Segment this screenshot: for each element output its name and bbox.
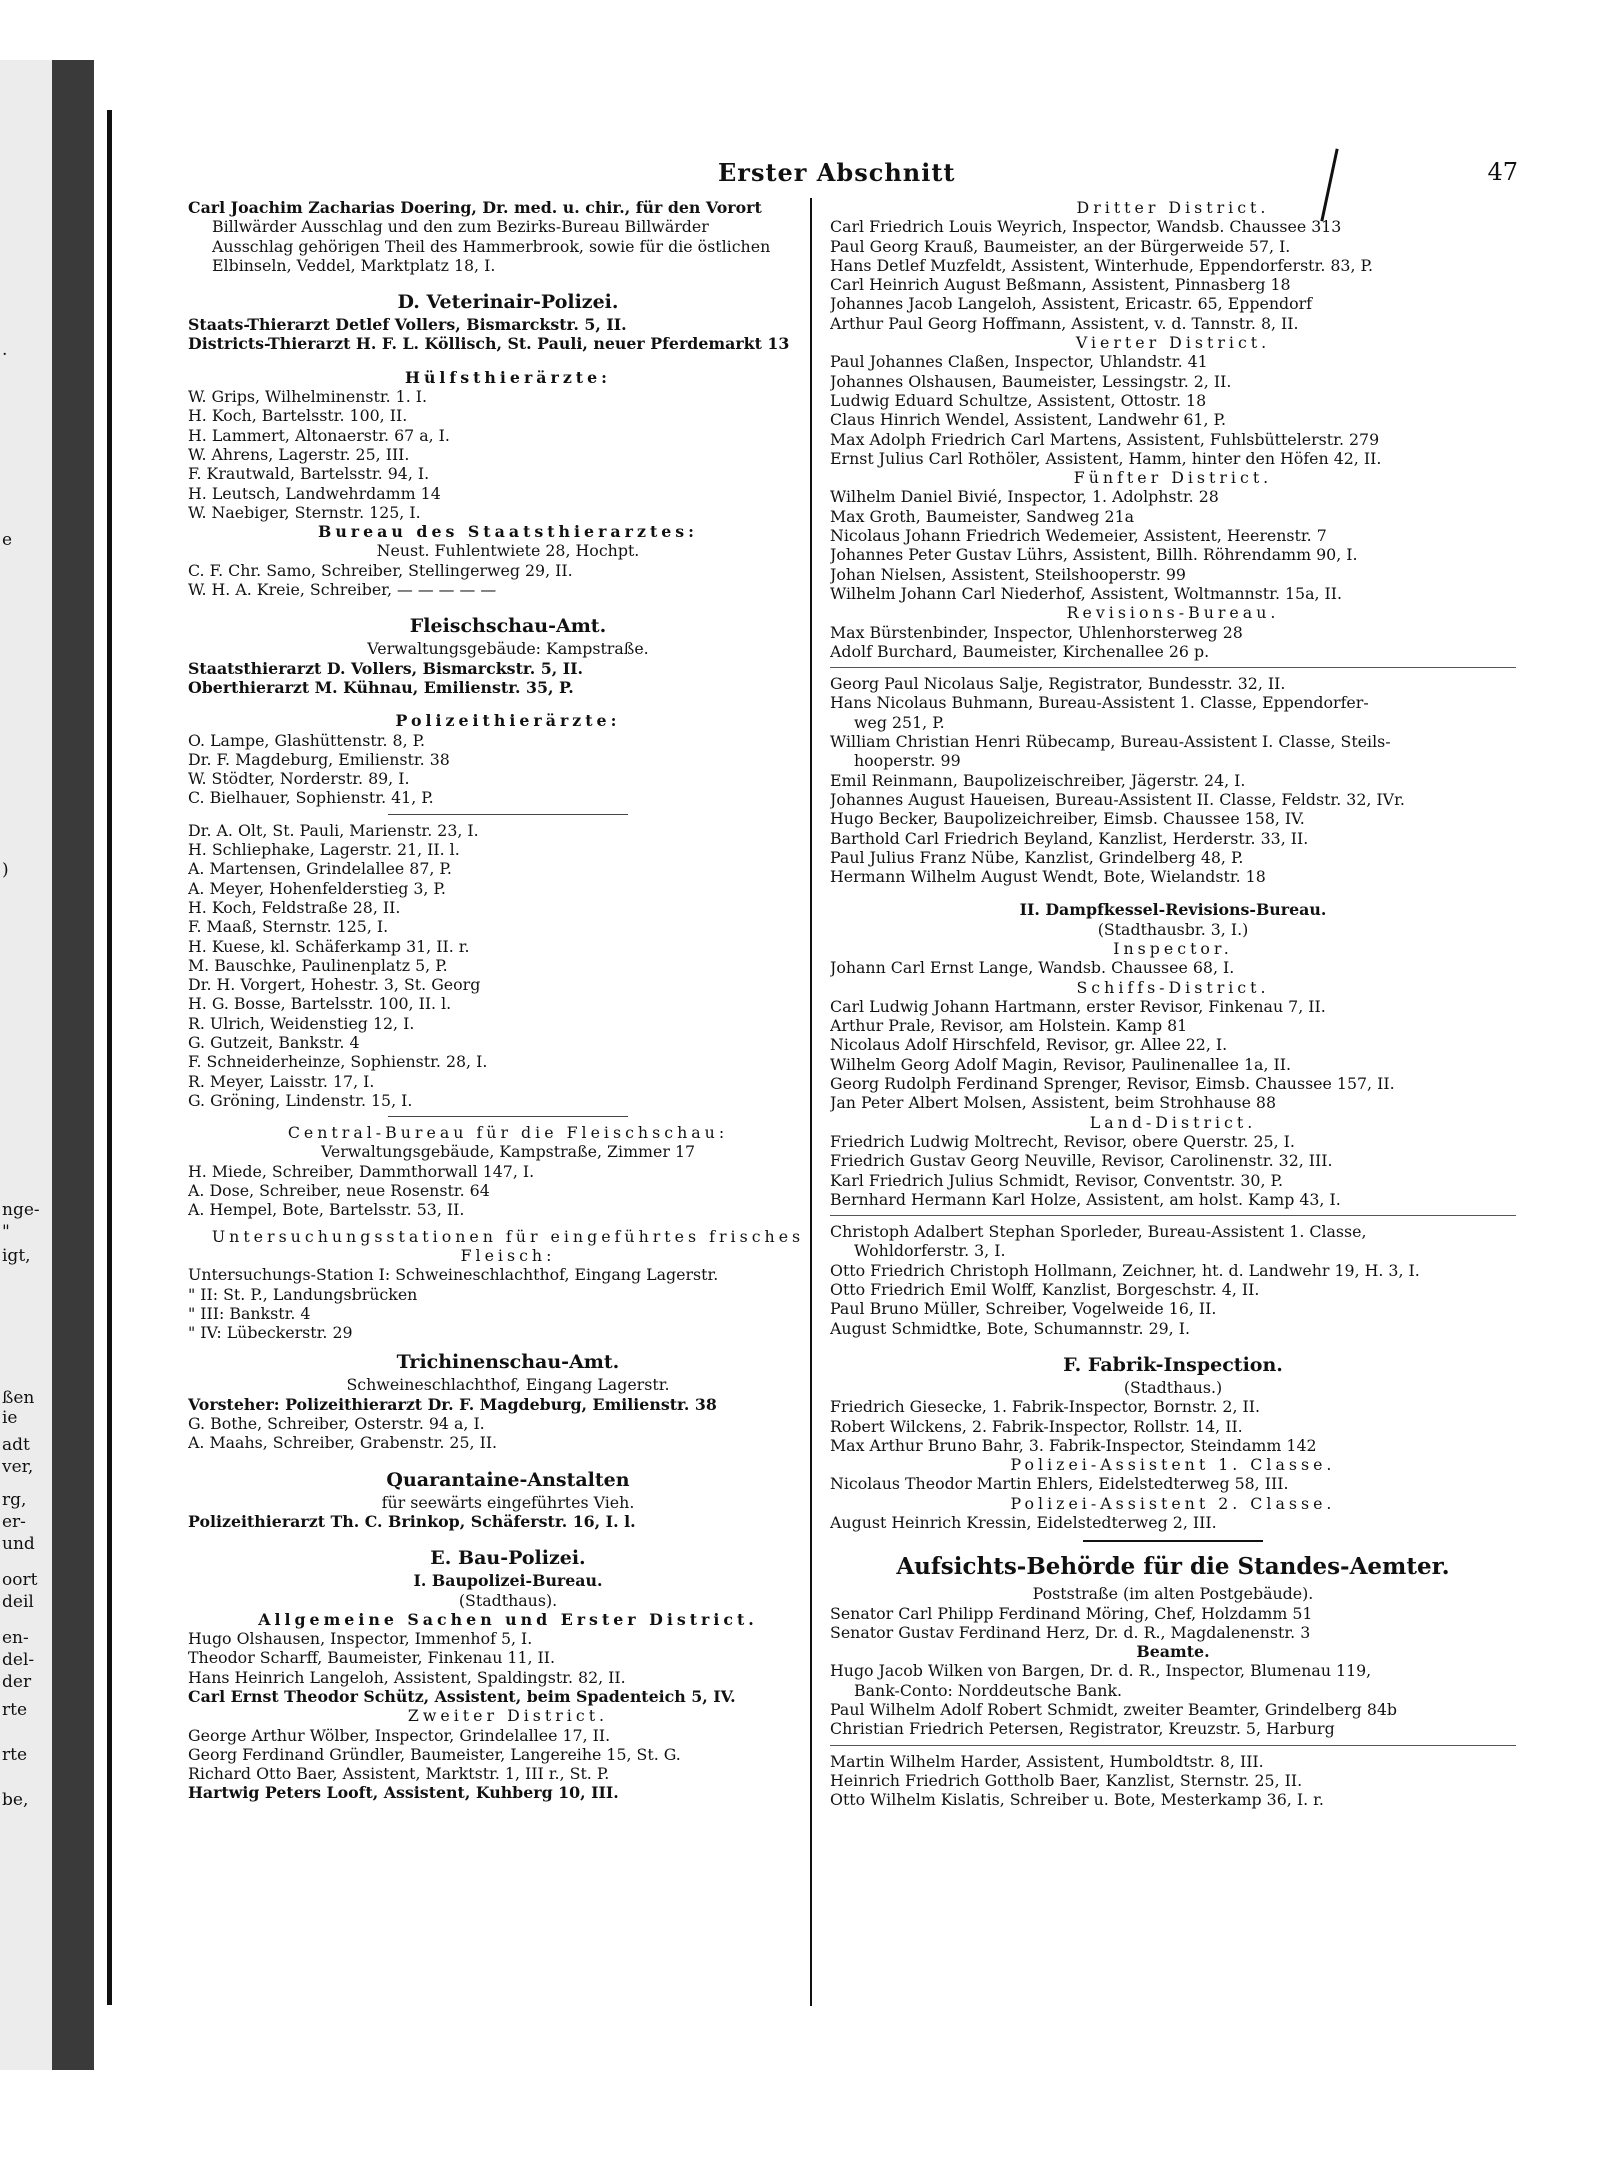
left-column-line: Staatsthierarzt D. Vollers, Bismarckstr. 5, II.	[188, 658, 584, 678]
page-edge-rule	[107, 110, 112, 2005]
spacer	[188, 599, 828, 613]
left-column-line: F. Krautwald, Bartelsstr. 94, I.	[188, 464, 430, 484]
right-column-line: Polizei-Assistent 2. Classe.	[1010, 1493, 1336, 1513]
right-column-line: Beamte.	[1136, 1642, 1210, 1662]
left-column-line: Central-Bureau für die Fleischschau:	[287, 1123, 729, 1143]
left-column-line: Georg Ferdinand Gründler, Baumeister, Langereihe 15, St. G.	[188, 1744, 681, 1764]
right-column-line: Friedrich Ludwig Moltrecht, Revisor, obere Querstr. 25, I.	[830, 1131, 1295, 1151]
left-column-line: H. Kuese, kl. Schäferkamp 31, II. r.	[188, 936, 470, 956]
right-column-line: Nicolaus Adolf Hirschfeld, Revisor, gr. Allee 22, I.	[830, 1035, 1228, 1055]
right-column-line: Schiffs-District.	[1076, 977, 1270, 997]
right-column-line: Polizei-Assistent 1. Classe.	[1010, 1455, 1336, 1475]
rule-line	[388, 814, 628, 815]
left-column-line: H. Leutsch, Landwehrdamm 14	[188, 483, 441, 503]
left-page-fragment: ver,	[2, 1457, 34, 1477]
left-page-fragment: igt,	[2, 1246, 31, 1266]
right-column-line: Carl Ludwig Johann Hartmann, erster Revisor, Finkenau 7, II.	[830, 996, 1326, 1016]
right-column-line: Claus Hinrich Wendel, Assistent, Landwehr 61, P.	[830, 410, 1226, 430]
left-column-line: A. Hempel, Bote, Bartelsstr. 53, II.	[188, 1200, 465, 1220]
right-column-line: Martin Wilhelm Harder, Assistent, Humboldtstr. 8, III.	[830, 1751, 1264, 1771]
right-column-line: Inspector.	[1113, 938, 1233, 958]
left-column-line: H. Koch, Feldstraße 28, II.	[188, 897, 401, 917]
right-column-line: Senator Carl Philipp Ferdinand Möring, Chef, Holzdamm 51	[830, 1603, 1313, 1623]
right-column-line: Otto Friedrich Christoph Hollmann, Zeichner, ht. d. Landwehr 19, H. 3, I.	[830, 1260, 1420, 1280]
right-column-line: Poststraße (im alten Postgebäude).	[1032, 1584, 1314, 1604]
right-column-line: Christian Friedrich Petersen, Registrator, Kreuzstr. 5, Harburg	[830, 1719, 1335, 1739]
spacer	[830, 886, 1516, 900]
left-page-fragment: del-	[2, 1650, 35, 1670]
left-column-line: Neust. Fuhlentwiete 28, Hochpt.	[376, 541, 640, 561]
right-column-line: Otto Friedrich Emil Wolff, Kanzlist, Borgeschstr. 4, II.	[830, 1280, 1260, 1300]
right-column-line: Ludwig Eduard Schultze, Assistent, Ottostr. 18	[830, 390, 1207, 410]
spacer	[188, 1453, 828, 1467]
right-column-line: Ernst Julius Carl Rothöler, Assistent, Hamm, hinter den Höfen 42, II.	[830, 448, 1382, 468]
left-column-line: E. Bau-Polizei.	[430, 1547, 586, 1570]
left-column-line: Districts-Thierarzt H. F. L. Köllisch, St. Pauli, neuer Pferdemarkt 13	[188, 334, 790, 354]
right-column-line: Vierter District.	[1075, 333, 1271, 353]
left-page-fragment: oort	[2, 1570, 38, 1590]
left-column-line: G. Gutzeit, Bankstr. 4	[188, 1032, 360, 1052]
right-column-line: Max Adolph Friedrich Carl Martens, Assistent, Fuhlsbüttelerstr. 279	[830, 429, 1380, 449]
left-column-line: Zweiter District.	[407, 1706, 609, 1726]
document-page	[118, 118, 1518, 2018]
left-column-line: (Stadthaus).	[458, 1590, 558, 1610]
left-page-fragment: und	[2, 1534, 35, 1554]
left-column-line: " II: St. P., Landungsbrücken	[188, 1284, 418, 1304]
left-column-line: Hans Heinrich Langeloh, Assistent, Spaldingstr. 82, II.	[188, 1667, 626, 1687]
left-column-line: Richard Otto Baer, Assistent, Marktstr. 1, III r., St. P.	[188, 1764, 610, 1784]
left-column-line: Polizeithierärzte:	[395, 711, 621, 731]
left-page-fragment: "	[2, 1222, 10, 1242]
right-column-line: (Stadthaus.)	[1123, 1377, 1223, 1397]
left-column-line: " IV: Lübeckerstr. 29	[188, 1323, 353, 1343]
left-column-line: Bureau des Staatsthierarztes:	[317, 522, 699, 542]
left-column-line: Untersuchungsstationen für eingeführtes frisches	[211, 1226, 805, 1246]
left-page-fragment: rte	[2, 1745, 28, 1765]
right-column-line: Wilhelm Johann Carl Niederhof, Assistent, Woltmannstr. 15a, II.	[830, 583, 1343, 603]
left-column-line: George Arthur Wölber, Inspector, Grindelallee 17, II.	[188, 1725, 611, 1745]
left-page-margin	[0, 60, 95, 2070]
right-column-line: Hugo Becker, Baupolizeichreiber, Eimsb. Chaussee 158, IV.	[830, 809, 1305, 829]
right-column	[830, 198, 1516, 1810]
left-page-fragment: der	[2, 1672, 32, 1692]
left-column-line: C. Bielhauer, Sophienstr. 41, P.	[188, 788, 434, 808]
left-column-line: C. F. Chr. Samo, Schreiber, Stellingerweg 29, II.	[188, 560, 573, 580]
rule-line	[388, 1116, 628, 1117]
left-column-line: Allgemeine Sachen und Erster District.	[258, 1609, 758, 1629]
right-column-line: Wilhelm Daniel Bivié, Inspector, 1. Adolphstr. 28	[830, 487, 1219, 507]
right-column-line: Georg Rudolph Ferdinand Sprenger, Revisor, Eimsb. Chaussee 157, II.	[830, 1074, 1395, 1094]
left-column-line: Carl Joachim Zacharias Doering, Dr. med. u. chir., für den Vorort	[188, 198, 762, 217]
left-page-fragment: )	[2, 860, 9, 880]
right-column-line: Barthold Carl Friedrich Beyland, Kanzlist, Herderstr. 33, II.	[830, 828, 1309, 848]
left-column-line: Ausschlag gehörigen Theil des Hammerbrook, sowie für die östlichen	[212, 236, 771, 256]
left-column-line: A. Maahs, Schreiber, Grabenstr. 25, II.	[188, 1433, 498, 1453]
left-column-line: A. Martensen, Grindelallee 87, P.	[188, 859, 452, 879]
right-column-line: Max Arthur Bruno Bahr, 3. Fabrik-Inspector, Steindamm 142	[830, 1435, 1317, 1455]
left-column-line: F. Schneiderheinze, Sophienstr. 28, I.	[188, 1052, 488, 1072]
right-column-line: Paul Johannes Claßen, Inspector, Uhlandstr. 41	[830, 352, 1208, 372]
right-column-line: Johannes Olshausen, Baumeister, Lessingstr. 2, II.	[830, 371, 1232, 391]
right-column-line: hooperstr. 99	[854, 751, 961, 771]
right-column-line: Friedrich Gustav Georg Neuville, Revisor, Carolinenstr. 32, III.	[830, 1151, 1333, 1171]
right-column-line: Christoph Adalbert Stephan Sporleder, Bureau-Assistent 1. Classe,	[830, 1222, 1367, 1242]
right-column-line: Robert Wilckens, 2. Fabrik-Inspector, Rollstr. 14, II.	[830, 1416, 1243, 1436]
right-column-line: Paul Wilhelm Adolf Robert Schmidt, zweiter Beamter, Grindelberg 84b	[830, 1700, 1398, 1720]
left-column-line: Vorsteher: Polizeithierarzt Dr. F. Magdeburg, Emilienstr. 38	[188, 1394, 717, 1414]
left-page-fragment: ßen	[2, 1388, 35, 1408]
left-column-line: Dr. F. Magdeburg, Emilienstr. 38	[188, 749, 450, 769]
right-column-line: Arthur Prale, Revisor, am Holstein. Kamp 81	[830, 1016, 1188, 1036]
left-column-line: Fleisch:	[460, 1245, 556, 1265]
right-column-line: Max Groth, Baumeister, Sandweg 21a	[830, 506, 1135, 526]
right-column-line: II. Dampfkessel-Revisions-Bureau.	[1019, 900, 1327, 920]
right-column-line: Land-District.	[1089, 1112, 1257, 1132]
rule-line	[830, 667, 1516, 668]
right-column-line: Paul Julius Franz Nübe, Kanzlist, Grindelberg 48, P.	[830, 847, 1244, 867]
left-column-line: Verwaltungsgebäude, Kampstraße, Zimmer 17	[320, 1142, 696, 1162]
right-column-line: F. Fabrik-Inspection.	[1063, 1353, 1283, 1376]
left-page-fragment: be,	[2, 1790, 29, 1810]
right-column-line: Karl Friedrich Julius Schmidt, Revisor, Conventstr. 30, P.	[830, 1170, 1283, 1190]
left-column-line: Carl Ernst Theodor Schütz, Assistent, beim Spadenteich 5, IV.	[188, 1687, 736, 1706]
spacer	[188, 275, 828, 289]
spacer	[188, 1220, 828, 1227]
right-column-line: Wilhelm Georg Adolf Magin, Revisor, Paulinenallee 1a, II.	[830, 1054, 1291, 1074]
left-column-line: I. Baupolizei-Bureau.	[413, 1571, 603, 1591]
left-column-line: Elbinseln, Veddel, Marktplatz 18, I.	[212, 255, 496, 275]
left-column-line: G. Gröning, Lindenstr. 15, I.	[188, 1090, 413, 1110]
left-column-line: Hülfsthierärzte:	[405, 367, 611, 387]
left-column-line: R. Meyer, Laisstr. 17, I.	[188, 1071, 375, 1091]
left-column-line: Dr. A. Olt, St. Pauli, Marienstr. 23, I.	[188, 820, 479, 840]
spacer	[188, 354, 828, 368]
right-column-line: Revisions-Bureau.	[1066, 603, 1280, 623]
left-column-line: Untersuchungs-Station I: Schweineschlachthof, Eingang Lagerstr.	[188, 1265, 719, 1285]
right-column-line: Carl Friedrich Louis Weyrich, Inspector, Wandsb. Chaussee 313	[830, 217, 1342, 237]
right-column-line: Johannes Jacob Langeloh, Assistent, Ericastr. 65, Eppendorf	[830, 294, 1313, 314]
right-column-line: Senator Gustav Ferdinand Herz, Dr. d. R., Magdalenenstr. 3	[830, 1622, 1311, 1642]
left-column-line: H. Schliephake, Lagerstr. 21, II. l.	[188, 840, 460, 860]
left-page-fragment: rg,	[2, 1490, 27, 1510]
page-number: 47	[1487, 158, 1518, 186]
left-column-line: Theodor Scharff, Baumeister, Finkenau 11, II.	[188, 1648, 556, 1668]
rule-line	[830, 1215, 1516, 1216]
left-column-line: F. Maaß, Sternstr. 125, I.	[188, 917, 389, 937]
left-column-line: Hugo Olshausen, Inspector, Immenhof 5, I.	[188, 1629, 533, 1649]
right-column-line: Emil Reinmann, Baupolizeischreiber, Jägerstr. 24, I.	[830, 770, 1246, 790]
right-column-line: Heinrich Friedrich Gottholb Baer, Kanzlist, Sternstr. 25, II.	[830, 1770, 1303, 1790]
right-column-line: Otto Wilhelm Kislatis, Schreiber u. Bote, Mesterkamp 36, I. r.	[830, 1790, 1324, 1810]
left-column-line: Quarantaine-Anstalten	[386, 1468, 630, 1491]
left-column-line: Oberthierarzt M. Kühnau, Emilienstr. 35, P.	[188, 677, 574, 697]
left-column-line: W. Stödter, Norderstr. 89, I.	[188, 769, 410, 789]
left-column-line: R. Ulrich, Weidenstieg 12, I.	[188, 1013, 415, 1033]
left-page-fragment: deil	[2, 1592, 34, 1612]
left-column-line: W. H. A. Kreie, Schreiber, — — — — —	[188, 580, 497, 600]
left-column-line: D. Veterinair-Polizei.	[397, 291, 619, 314]
left-column-line: O. Lampe, Glashüttenstr. 8, P.	[188, 730, 426, 750]
left-page-fragment: en-	[2, 1628, 29, 1648]
right-column-line: Johannes Peter Gustav Lührs, Assistent, Billh. Röhrendamm 90, I.	[830, 545, 1358, 565]
left-column-line: Billwärder Ausschlag und den zum Bezirks-Bureau Billwärder	[212, 217, 709, 237]
spacer	[188, 1342, 828, 1349]
left-page-fragment: .	[2, 340, 8, 360]
spacer	[188, 1531, 828, 1545]
left-column-line: für seewärts eingeführtes Vieh.	[381, 1492, 635, 1512]
right-column-line: (Stadthausbr. 3, I.)	[1097, 919, 1249, 939]
left-column-line: Dr. H. Vorgert, Hohestr. 3, St. Georg	[188, 975, 481, 995]
right-column-line: Hugo Jacob Wilken von Bargen, Dr. d. R., Inspector, Blumenau 119,	[830, 1661, 1372, 1681]
left-page-fragment: nge-	[2, 1200, 40, 1220]
left-page-fragment: adt	[2, 1435, 30, 1455]
right-column-line: Johann Carl Ernst Lange, Wandsb. Chaussee 68, I.	[830, 958, 1235, 978]
left-column-line: A. Meyer, Hohenfelderstieg 3, P.	[188, 878, 446, 898]
right-column-line: Wohldorferstr. 3, I.	[854, 1241, 1006, 1261]
section-title: Erster Abschnitt	[718, 158, 956, 187]
right-column-line: Paul Bruno Müller, Schreiber, Vogelweide 16, II.	[830, 1299, 1217, 1319]
right-column-line: Arthur Paul Georg Hoffmann, Assistent, v. d. Tannstr. 8, II.	[830, 313, 1299, 333]
left-page-fragment: rte	[2, 1700, 28, 1720]
right-column-line: Dritter District.	[1076, 198, 1270, 217]
right-column-line: Hans Nicolaus Buhmann, Bureau-Assistent 1. Classe, Eppendorfer-	[830, 693, 1369, 713]
left-column-line: Staats-Thierarzt Detlef Vollers, Bismarckstr. 5, II.	[188, 315, 627, 335]
right-column-line: Max Bürstenbinder, Inspector, Uhlenhorsterweg 28	[830, 622, 1243, 642]
right-column-line: weg 251, P.	[854, 712, 945, 732]
left-column-line: H. Koch, Bartelsstr. 100, II.	[188, 406, 408, 426]
right-column-line: Fünfter District.	[1073, 468, 1273, 488]
right-column-line: Bernhard Hermann Karl Holze, Assistent, am holst. Kamp 43, I.	[830, 1189, 1341, 1209]
right-column-line: William Christian Henri Rübecamp, Bureau-Assistent I. Classe, Steils-	[830, 732, 1391, 752]
left-column-line: Fleischschau-Amt.	[409, 615, 607, 638]
left-column-line: W. Ahrens, Lagerstr. 25, III.	[188, 444, 410, 464]
page-header	[118, 158, 1518, 188]
right-column-line: Friedrich Giesecke, 1. Fabrik-Inspector, Bornstr. 2, II.	[830, 1397, 1261, 1417]
column-separator	[810, 198, 812, 2006]
right-column-line: Nicolaus Theodor Martin Ehlers, Eidelstedterweg 58, III.	[830, 1474, 1289, 1494]
left-page-fragment: er-	[2, 1512, 26, 1532]
left-column-line: H. G. Bosse, Bartelsstr. 100, II. l.	[188, 994, 452, 1014]
right-column-line: Bank-Conto: Norddeutsche Bank.	[854, 1680, 1123, 1700]
left-column-line: H. Miede, Schreiber, Dammthorwall 147, I.	[188, 1161, 535, 1181]
left-column-line: M. Bauschke, Paulinenplatz 5, P.	[188, 955, 448, 975]
left-column-line: W. Grips, Wilhelminenstr. 1. I.	[188, 387, 428, 407]
right-column-line: Paul Georg Krauß, Baumeister, an der Bürgerweide 57, I.	[830, 236, 1291, 256]
left-column-line: Trichinenschau-Amt.	[396, 1351, 620, 1374]
right-column-line: Hans Detlef Muzfeldt, Assistent, Winterhude, Eppendorferstr. 83, P.	[830, 255, 1373, 275]
right-column-line: Georg Paul Nicolaus Salje, Registrator, Bundesstr. 32, II.	[830, 674, 1286, 694]
right-column-line: August Heinrich Kressin, Eidelstedterweg 2, III.	[830, 1513, 1217, 1532]
left-column-line: " III: Bankstr. 4	[188, 1303, 311, 1323]
right-column-line: Jan Peter Albert Molsen, Assistent, beim Strohhause 88	[830, 1093, 1277, 1113]
left-column-line: A. Dose, Schreiber, neue Rosenstr. 64	[188, 1181, 490, 1201]
left-column-line: W. Naebiger, Sternstr. 125, I.	[188, 502, 421, 522]
left-page-fragment: e	[2, 530, 13, 550]
left-column	[188, 198, 828, 1803]
right-column-line: August Schmidtke, Bote, Schumannstr. 29, I.	[830, 1318, 1190, 1338]
left-column-line: Schweineschlachthof, Eingang Lagerstr.	[346, 1375, 670, 1395]
left-column-line: G. Bothe, Schreiber, Osterstr. 94 a, I.	[188, 1414, 485, 1434]
right-column-line: Johannes August Haueisen, Bureau-Assistent II. Classe, Feldstr. 32, IVr.	[830, 789, 1405, 809]
right-column-line: Hermann Wilhelm August Wendt, Bote, Wielandstr. 18	[830, 867, 1266, 887]
left-column-line: Verwaltungsgebäude: Kampstraße.	[367, 639, 649, 659]
right-column-line: Nicolaus Johann Friedrich Wedemeier, Assistent, Heerenstr. 7	[830, 526, 1327, 546]
rule-line	[1083, 1540, 1263, 1542]
left-page-fragment: ie	[2, 1408, 18, 1428]
right-column-line: Aufsichts-Behörde für die Standes-Aemter.	[896, 1553, 1450, 1581]
left-column-line: Hartwig Peters Looft, Assistent, Kuhberg 10, III.	[188, 1783, 619, 1803]
spacer	[830, 1338, 1516, 1352]
left-column-line: Polizeithierarzt Th. C. Brinkop, Schäferstr. 16, I. l.	[188, 1511, 636, 1531]
spacer	[188, 697, 828, 711]
right-column-line: Johan Nielsen, Assistent, Steilshooperstr. 99	[830, 564, 1186, 584]
left-column-line: H. Lammert, Altonaerstr. 67 a, I.	[188, 425, 450, 445]
rule-line	[830, 1745, 1516, 1746]
right-column-line: Adolf Burchard, Baumeister, Kirchenallee 26 p.	[830, 641, 1210, 661]
right-column-line: Carl Heinrich August Beßmann, Assistent, Pinnasberg 18	[830, 275, 1291, 295]
